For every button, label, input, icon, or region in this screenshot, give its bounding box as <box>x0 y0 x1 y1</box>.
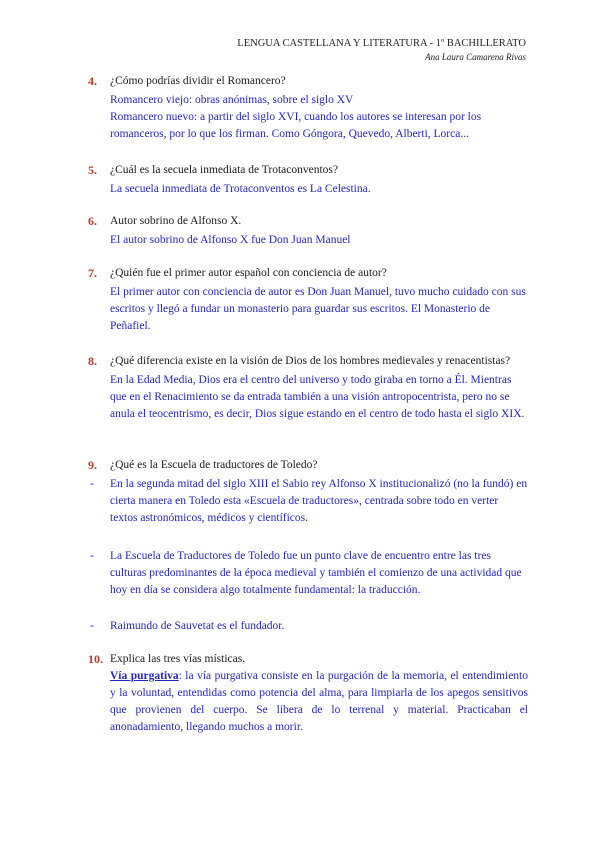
bullet-text: Raimundo de Sauvetat es el fundador. <box>110 620 285 632</box>
question-number: 7. <box>88 266 97 280</box>
question-8 <box>88 354 528 423</box>
question-text: ¿Cuál es la secuela inmediata de Trotaconventos? <box>110 164 339 176</box>
question-text: ¿Quién fue el primer autor español con conciencia de autor? <box>110 267 387 279</box>
question-6 <box>88 214 528 249</box>
question-text: Autor sobrino de Alfonso X. <box>110 215 242 227</box>
answer <box>90 476 528 635</box>
bullet-dash: - <box>90 550 94 562</box>
answer-line: El autor sobrino de Alfonso X fue Don Juan Manuel <box>110 234 351 246</box>
answer <box>110 372 528 423</box>
answer <box>110 181 528 198</box>
question-9 <box>88 458 528 635</box>
question-10 <box>88 652 528 736</box>
question-number: 5. <box>88 163 97 177</box>
question-text: ¿Qué diferencia existe en la visión de Dios de los hombres medievales y renacentistas? <box>110 355 511 367</box>
bullet-text: La Escuela de Traductores de Toledo fue un punto clave de encuentro entre las tres culturas predominantes de la época medieval y también el comienzo de una actividad que hoy en día se considera algo totalmente fundamental: la traducción. <box>110 550 522 596</box>
bullet-dash: - <box>90 478 94 490</box>
question-text: Explica las tres vías místicas. <box>110 653 246 665</box>
question-text: ¿Cómo podrías dividir el Romancero? <box>110 75 286 87</box>
question-number: 6. <box>88 214 97 228</box>
question-text: ¿Qué es la Escuela de traductores de Toledo? <box>110 459 318 471</box>
bullet-text: En la segunda mitad del siglo XIII el Sabio rey Alfonso X institucionalizó (no la fundó) en cierta manera en Toledo esta «Escuela de traductores», centrada sobre todo en verter textos astronómicos, médicos y científicos. <box>110 478 528 524</box>
question-7 <box>88 266 528 335</box>
bullet-dash: - <box>90 620 94 632</box>
author-name: Ana Laura Camarena Rivas <box>425 52 526 62</box>
answer <box>110 92 528 143</box>
bullet-item <box>90 476 528 527</box>
question-5 <box>88 163 528 198</box>
answer-line: La secuela inmediata de Trotaconventos es La Celestina. <box>110 183 371 195</box>
answer <box>110 284 528 335</box>
course-title: LENGUA CASTELLANA Y LITERATURA - 1º BACHILLERATO <box>237 38 526 49</box>
question-number: 9. <box>88 458 97 472</box>
bullet-item <box>90 618 528 635</box>
answer-term: Vía purgativa <box>110 670 179 682</box>
question-number: 8. <box>88 354 97 368</box>
answer-line: Romancero viejo: obras anónimas, sobre el siglo XV <box>110 94 354 106</box>
answer-line: El primer autor con conciencia de autor es Don Juan Manuel, tuvo mucho cuidado con sus escritos y llegó a fundar un monasterio para guardar sus escritos. El Monasterio de Peñafiel. <box>110 286 526 332</box>
question-number: 10. <box>88 652 103 666</box>
answer <box>110 668 528 736</box>
question-number: 4. <box>88 74 97 88</box>
answer-line: En la Edad Media, Dios era el centro del universo y todo giraba en torno a Él. Mientras que en el Renacimiento se da entrada también a una visión antropocentrista, pero no se anula el teocentrismo, es decir, Dios sigue estando en el centro de todo hasta el siglo XIX. <box>110 374 525 420</box>
answer-text: : la vía purgativa consiste en la purgación de la memoria, el entendimiento y la voluntad, entendidas como potencia del alma, para limpiarla de los apegos sensitivos que provienen del cuerpo. Se libera de lo terrenal y material. Practicaban el anonadamiento, llegando muchos a morir. <box>110 670 528 733</box>
answer-line: Romancero nuevo: a partir del siglo XVI, cuando los autores se interesan por los romanceros, por lo que los firman. Como Góngora, Quevedo, Alberti, Lorca... <box>110 111 482 140</box>
bullet-item <box>90 548 528 599</box>
answer <box>110 232 528 249</box>
question-4 <box>88 74 528 143</box>
page-header <box>237 38 526 62</box>
